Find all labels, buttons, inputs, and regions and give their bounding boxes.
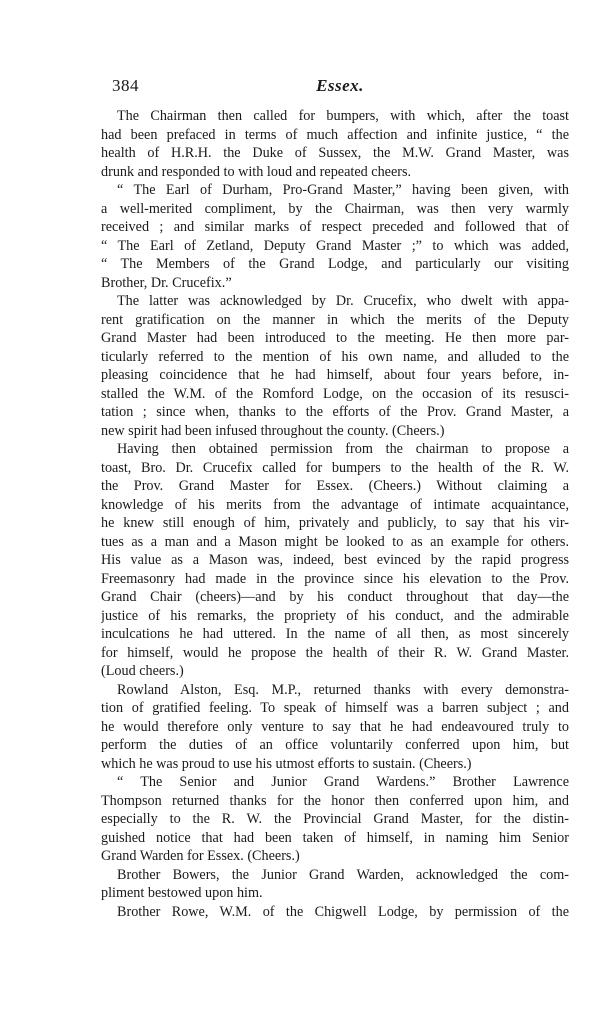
text-line: he knew still enough of him, privately and publicly, to say that his vir-: [101, 515, 569, 531]
text-line: (Loud cheers.): [101, 663, 184, 679]
body-text: [101, 107, 569, 921]
text-line: “ The Members of the Grand Lodge, and particularly our visiting: [101, 256, 569, 272]
text-line: rent gratification on the manner in which the merits of the Deputy: [101, 311, 569, 328]
text-line: Brother Rowe, W.M. of the Chigwell Lodge, by permission of the: [117, 903, 569, 920]
text-line: ticularly referred to the mention of his own name, and alluded to the: [101, 348, 569, 365]
text-line: inculcations he had uttered. In the name of all then, as most sincerely: [101, 626, 569, 642]
text-line: Rowland Alston, Esq. M.P., returned thanks with every demonstra-: [117, 681, 569, 698]
page-number: 384: [112, 76, 139, 95]
text-line: Brother Bowers, the Junior Grand Warden, acknowledged the com-: [117, 866, 569, 883]
text-line: justice of his remarks, the propriety of his conduct, and the admirable: [101, 607, 569, 624]
text-line: Thompson returned thanks for the honor then conferred upon him, and: [101, 792, 569, 809]
text-line: Grand Master had been introduced to the meeting. He then more par-: [101, 330, 569, 346]
text-line: “ The Earl of Durham, Pro-Grand Master,” having been given, with: [117, 182, 569, 198]
text-line: perform the duties of an office voluntarily conferred upon him, but: [101, 737, 569, 753]
text-line: tation ; since when, thanks to the efforts of the Prov. Grand Master, a: [101, 404, 569, 420]
text-line: tion of gratified feeling. To speak of himself was a barren subject ; and: [101, 700, 569, 716]
text-line: The latter was acknowledged by Dr. Crucefix, who dwelt with appa-: [117, 293, 569, 309]
text-line: guished notice that had been taken of himself, in naming him Senior: [101, 829, 569, 846]
text-line: toast, Bro. Dr. Crucefix called for bumpers to the health of the R. W.: [101, 459, 569, 476]
text-line: he would therefore only venture to say that he had endeavoured truly to: [101, 718, 569, 735]
text-line: for himself, would he propose the health of their R. W. Grand Master.: [101, 644, 569, 661]
text-line: stalled the W.M. of the Romford Lodge, on the occasion of its resusci-: [101, 385, 569, 402]
text-line: tues as a man and a Mason might be looked to as an example for others.: [101, 533, 569, 550]
text-line: Grand Chair (cheers)—and by his conduct throughout that day—the: [101, 589, 569, 605]
text-line: Having then obtained permission from the chairman to propose a: [117, 441, 569, 457]
text-line: knowledge of his merits from the advantage of intimate acquaintance,: [101, 496, 569, 513]
text-line: especially to the R. W. the Provincial Grand Master, for the distin-: [101, 811, 569, 827]
text-line: a well-merited compliment, by the Chairman, was then very warmly: [101, 200, 569, 217]
text-line: new spirit had been infused throughout the county. (Cheers.): [101, 422, 445, 439]
text-line: Freemasonry had made in the province since his elevation to the Prov.: [101, 570, 569, 587]
text-line: drunk and responded to with loud and repeated cheers.: [101, 163, 412, 180]
text-line: pleasing coincidence that he had himself, about four years before, in-: [101, 367, 569, 383]
text-line: received ; and similar marks of respect preceded and followed that of: [101, 219, 569, 235]
text-line: The Chairman then called for bumpers, with which, after the toast: [117, 108, 569, 124]
text-line: the Prov. Grand Master for Essex. (Cheers.) Without claiming a: [101, 478, 569, 494]
text-line: health of H.R.H. the Duke of Sussex, the M.W. Grand Master, was: [101, 145, 569, 161]
text-line: “ The Earl of Zetland, Deputy Grand Master ;” to which was added,: [101, 237, 569, 254]
text-line: Brother, Dr. Crucefix.”: [101, 274, 232, 291]
running-title: Essex.: [316, 76, 364, 95]
text-line: which he was proud to use his utmost efforts to sustain. (Cheers.): [101, 755, 472, 772]
text-line: pliment bestowed upon him.: [101, 885, 263, 901]
text-line: “ The Senior and Junior Grand Wardens.” Brother Lawrence: [117, 774, 569, 790]
text-line: had been prefaced in terms of much affection and infinite justice, “ the: [101, 126, 569, 143]
text-line: Grand Warden for Essex. (Cheers.): [101, 848, 300, 864]
page-header: [112, 76, 568, 100]
text-line: His value as a Mason was, indeed, best evinced by the rapid progress: [101, 552, 569, 568]
